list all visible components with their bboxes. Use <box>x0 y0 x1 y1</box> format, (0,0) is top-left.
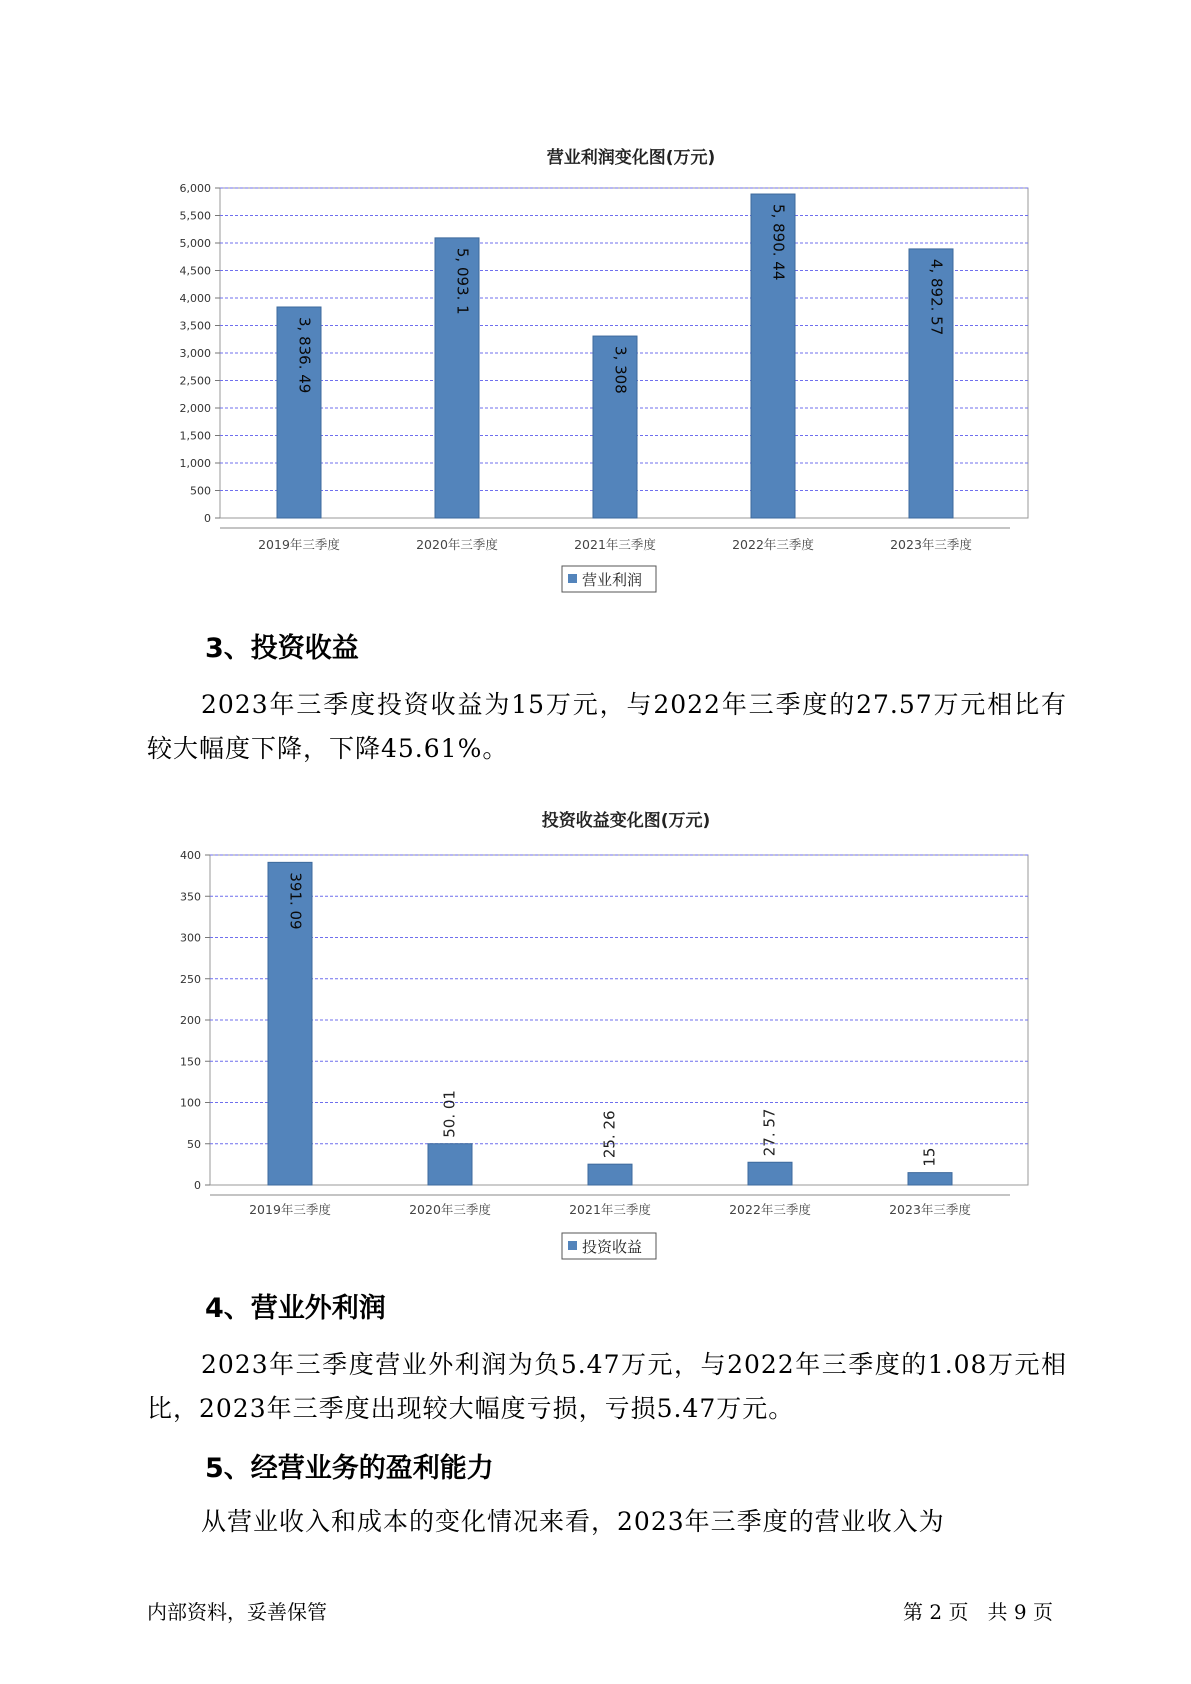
y-tick-label: 3,000 <box>179 347 211 360</box>
legend <box>562 1233 656 1259</box>
y-tick-label: 5,500 <box>179 209 211 223</box>
section-3-heading: 3、投资收益 <box>205 633 359 664</box>
y-tick-label: 4,500 <box>179 264 211 278</box>
bar-value-label: 15 <box>920 1147 939 1167</box>
y-tick-label: 50 <box>187 1137 201 1151</box>
footer-page-number: 第 2 页 共 9 页 <box>903 1600 1053 1624</box>
bar-value-label: 3, 308 <box>611 346 630 394</box>
section-5-paragraph: 从营业收入和成本的变化情况来看，2023年三季度的营业收入为 <box>201 1507 945 1536</box>
legend-label: 投资收益 <box>582 1238 643 1256</box>
y-tick-label: 300 <box>180 931 201 945</box>
y-tick-label: 200 <box>180 1014 201 1027</box>
bar-value-label: 25. 26 <box>600 1110 619 1159</box>
y-tick-label: 2,000 <box>179 402 211 415</box>
bar <box>588 1164 632 1185</box>
section-5-heading: 5、经营业务的盈利能力 <box>205 1453 494 1484</box>
y-tick-label: 0 <box>204 512 211 525</box>
x-tick-label: 2023年三季度 <box>889 1202 971 1217</box>
x-tick-label: 2020年三季度 <box>416 537 498 552</box>
y-tick-label: 100 <box>180 1096 201 1110</box>
y-tick-label: 5,000 <box>179 237 211 250</box>
y-tick-label: 1,000 <box>179 457 211 470</box>
bar-value-label: 27. 57 <box>760 1108 779 1157</box>
bar-value-label: 5, 093. 1 <box>453 247 472 315</box>
y-tick-label: 4,000 <box>179 292 211 305</box>
footer-confidential-note: 内部资料，妥善保管 <box>147 1600 327 1624</box>
bar <box>748 1162 792 1185</box>
x-tick-label: 2020年三季度 <box>409 1202 491 1217</box>
y-tick-label: 0 <box>194 1179 201 1192</box>
y-tick-label: 500 <box>190 484 211 498</box>
bar-value-label: 5, 890. 44 <box>769 204 788 281</box>
x-tick-label: 2022年三季度 <box>732 537 814 552</box>
bar-value-label: 50. 01 <box>440 1090 459 1138</box>
bar <box>908 1173 952 1185</box>
y-tick-label: 250 <box>180 972 201 986</box>
chart-title: 营业利润变化图(万元) <box>546 148 716 168</box>
y-tick-label: 150 <box>180 1055 201 1069</box>
bar-value-label: 3, 836. 49 <box>295 316 314 394</box>
y-tick-label: 350 <box>180 890 201 904</box>
chart-title: 投资收益变化图(万元) <box>541 811 711 831</box>
legend-label: 营业利润 <box>582 571 643 589</box>
x-tick-label: 2022年三季度 <box>729 1202 811 1217</box>
section-4-paragraph: 2023年三季度营业外利润为负5.47万元，与2022年三季度的1.08万元相比，2023年三季度出现较大幅度亏损，亏损5.47万元。 <box>147 1350 1067 1423</box>
legend-swatch <box>568 1241 577 1250</box>
x-tick-label: 2021年三季度 <box>569 1202 651 1217</box>
y-tick-label: 1,500 <box>179 429 211 443</box>
y-tick-label: 6,000 <box>179 182 211 195</box>
bar-value-label: 391. 09 <box>286 872 305 930</box>
bar-value-label: 4, 892. 57 <box>927 258 946 336</box>
x-tick-label: 2021年三季度 <box>574 537 656 552</box>
y-tick-label: 2,500 <box>179 374 211 388</box>
x-tick-label: 2019年三季度 <box>249 1202 331 1217</box>
section-4-heading: 4、营业外利润 <box>205 1293 386 1324</box>
bar <box>428 1144 472 1185</box>
y-tick-label: 3,500 <box>179 319 211 333</box>
y-tick-label: 400 <box>180 849 201 862</box>
x-tick-label: 2023年三季度 <box>890 537 972 552</box>
x-tick-label: 2019年三季度 <box>258 537 340 552</box>
section-3-paragraph: 2023年三季度投资收益为15万元，与2022年三季度的27.57万元相比有较大幅度下降，下降45.61%。 <box>147 690 1067 763</box>
